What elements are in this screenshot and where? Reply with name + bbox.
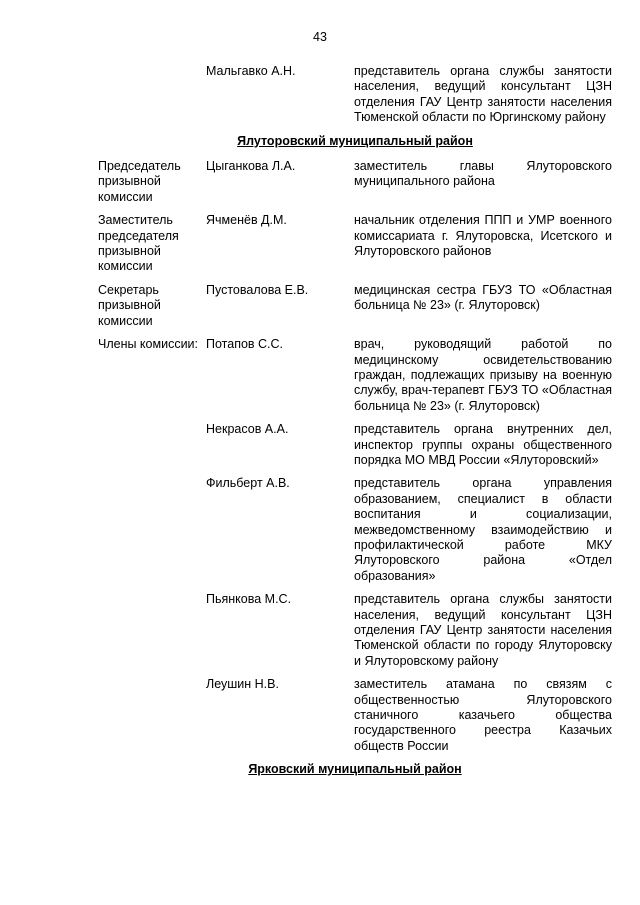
member-row xyxy=(98,476,612,584)
member-description: представитель органа внутренних дел, инспектор группы охраны общественного порядка МО МВД России «Ялуторовский» xyxy=(354,422,612,467)
member-role xyxy=(98,476,206,584)
member-row xyxy=(98,422,612,468)
member-name: Леушин Н.В. xyxy=(206,677,279,692)
member-description: начальник отделения ППП и УМР военного комиссариата г. Ялуторовска, Исетского и Ялуторовского районов xyxy=(354,213,612,259)
member-row xyxy=(98,592,612,669)
member-name: Цыганкова Л.А. xyxy=(206,159,296,174)
member-description: врач, руководящий работой по медицинскому освидетельствованию граждан, подлежащих призыву на военную службу, врач-терапевт ГБУЗ ТО «Областная больница № 23» (г. Ялуторовск) xyxy=(354,337,612,413)
member-description: медицинская сестра ГБУЗ ТО «Областная больница № 23» (г. Ялуторовск) xyxy=(354,282,612,313)
section-title: Ялуторовский муниципальный район xyxy=(237,133,473,148)
member-role: Члены комиссии: xyxy=(98,337,199,352)
member-role xyxy=(98,592,206,669)
member-role xyxy=(98,677,206,754)
page-number: 43 xyxy=(313,30,327,44)
member-description: представитель органа службы занятости населения, ведущий консультант ЦЗН отделения ГАУ Центр занятости населения Тюменской области по Юргинскому району xyxy=(354,64,612,125)
member-name: Ячменёв Д.М. xyxy=(206,213,287,228)
member-name: Пьянкова М.С. xyxy=(206,592,292,607)
member-name: Некрасов А.А. xyxy=(206,422,289,437)
member-row xyxy=(98,159,612,205)
member-name: Потапов С.С. xyxy=(206,337,284,352)
member-description: представитель органа службы занятости населения, ведущий консультант ЦЗН отделения ГАУ Центр занятости населения Тюменской области по городу Ялуторовску и Ялуторовскому району xyxy=(354,592,612,668)
member-role: Секретарь призывной комиссии xyxy=(98,282,161,328)
section-title: Ярковский муниципальный район xyxy=(248,762,462,777)
member-description: заместитель главы Ялуторовского муниципального района xyxy=(354,159,612,189)
member-row xyxy=(98,283,612,329)
member-row xyxy=(98,213,612,275)
member-role xyxy=(98,422,206,468)
member-row xyxy=(98,64,612,126)
commission-list xyxy=(98,64,612,788)
member-row xyxy=(98,337,612,414)
member-name: Мальгавко А.Н. xyxy=(206,64,296,78)
member-name: Пустовалова Е.В. xyxy=(206,282,309,297)
member-row xyxy=(98,677,612,754)
member-role xyxy=(98,64,206,126)
member-description: заместитель атамана по связям с общественностью Ялуторовского станичного казачьего общества государственного реестра Казачьих обществ России xyxy=(354,677,612,753)
member-role: Председатель призывной комиссии xyxy=(98,159,181,204)
member-description: представитель органа управления образованием, специалист в области воспитания и социализации, межведомственному взаимодействию и профилактической работе МКУ Ялуторовского района «Отдел образования» xyxy=(354,476,612,583)
member-role: Заместитель председателя призывной комиссии xyxy=(98,213,179,274)
member-name: Фильберт А.В. xyxy=(206,476,290,491)
